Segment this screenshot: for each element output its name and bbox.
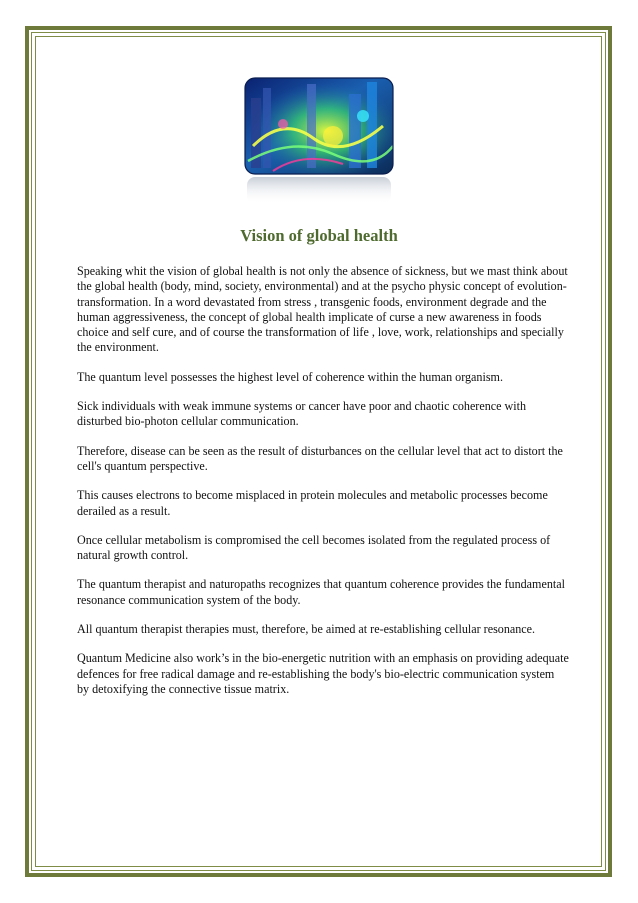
paragraph: The quantum level possesses the highest level of coherence within the human organism.: [77, 369, 503, 384]
page-title: Vision of global health: [240, 226, 398, 245]
paragraph: All quantum therapist therapies must, therefore, be aimed at re-establishing cellular resonance.: [77, 622, 536, 637]
paragraph: Quantum Medicine also work’s in the bio-energetic nutrition with an emphasis on providing adequate defences for free radical damage and re-establishing the body's bio-electric communication system by detoxifying the connective tissue matrix.: [77, 651, 569, 696]
paragraph: Therefore, disease can be seen as the result of disturbances on the cellular level that act to distort the cell's quantum perspective.: [77, 443, 563, 473]
paragraph: Once cellular metabolism is compromised the cell becomes isolated from the regulated process of natural growth control.: [77, 532, 551, 563]
body-text: [77, 264, 569, 711]
paragraph: The quantum therapist and naturopaths recognizes that quantum coherence provides the fundamental resonance communication system of the body.: [77, 577, 565, 607]
futuristic-neon-city-image: [243, 76, 395, 206]
paragraph: This causes electrons to become misplaced in protein molecules and metabolic processes become derailed as a result.: [77, 488, 548, 518]
header-image: [243, 76, 395, 206]
paragraph: Sick individuals with weak immune systems or cancer have poor and chaotic coherence with disturbed bio-photon cellular communication.: [77, 399, 527, 429]
paragraph: Speaking whit the vision of global health is not only the absence of sickness, but we mast think about the global health (body, mind, society, environmental) and at the psycho physic concept of evolution-transformation. In a word devastated from stress , transgenic foods, environment degrade and the human aggressiveness, the concept of global health implicate of curse a new awareness in foods choice and self cure, and of course the transformation of life , love, work, relationships and specially the environment.: [77, 264, 568, 355]
